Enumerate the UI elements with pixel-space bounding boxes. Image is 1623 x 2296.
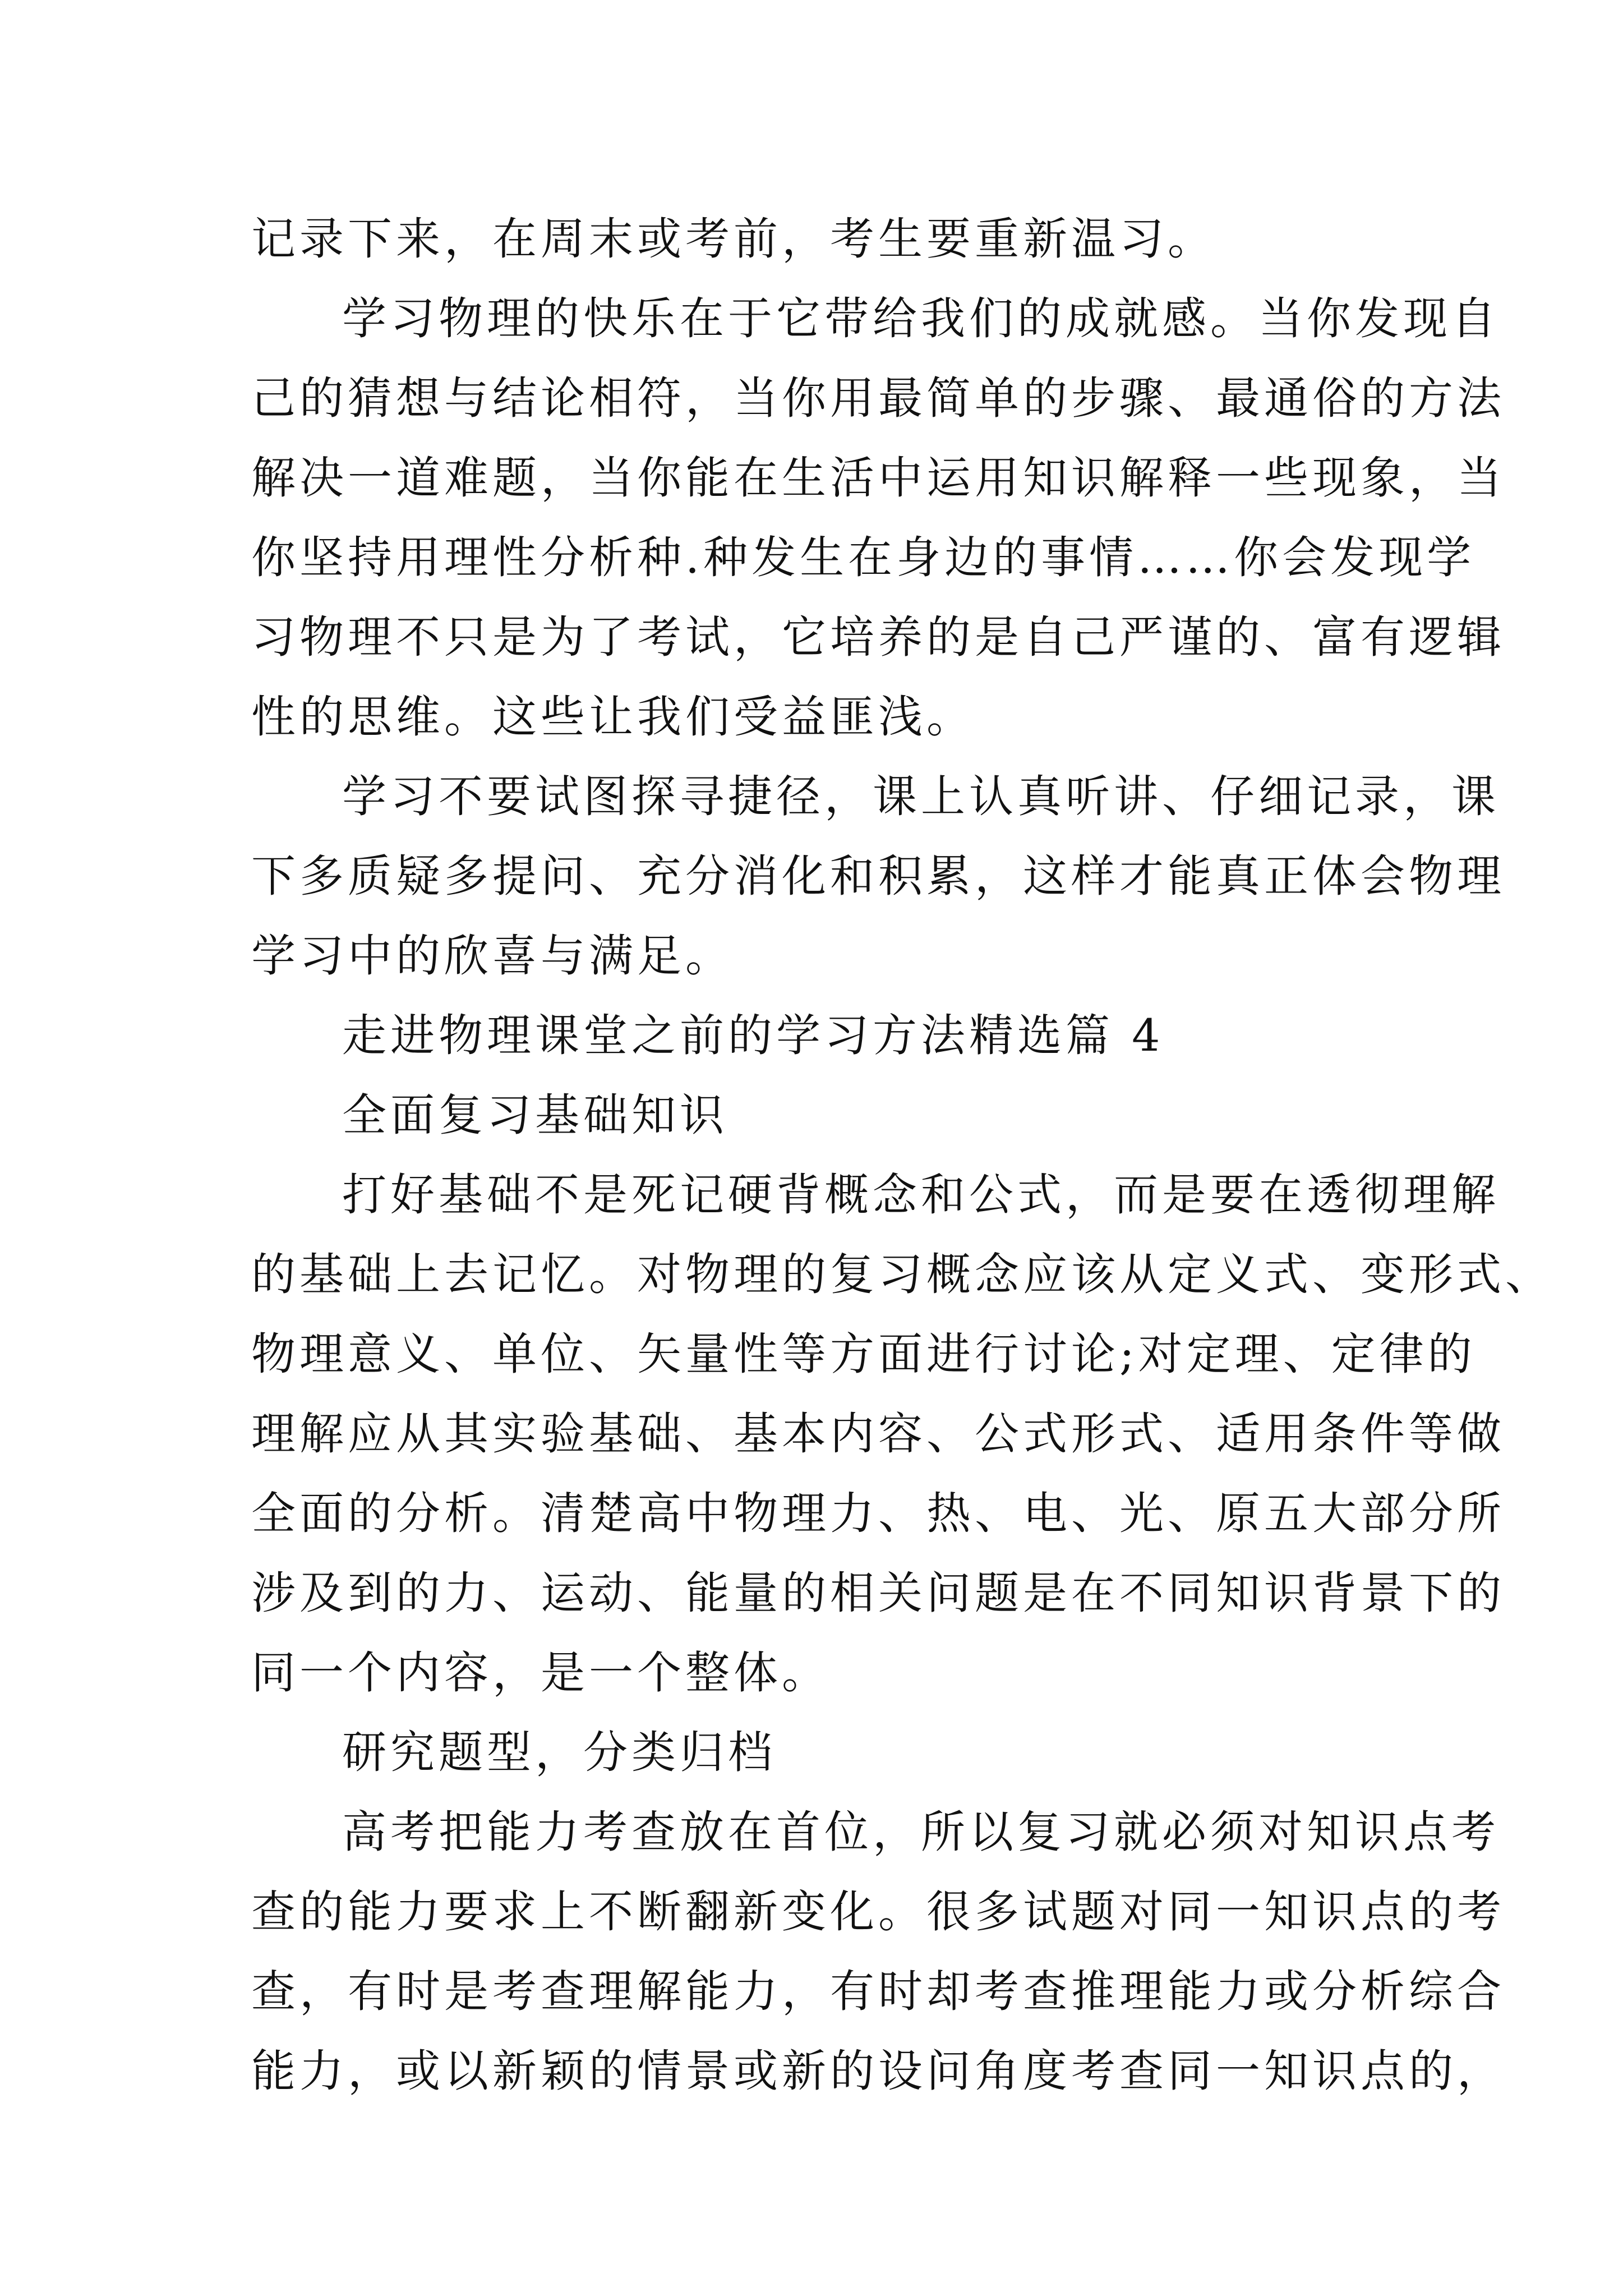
text-line: 习物理不只是为了考试，它培养的是自己严谨的、富有逻辑 xyxy=(251,611,1505,663)
text-line: 全面的分析。清楚高中物理力、热、电、光、原五大部分所 xyxy=(251,1488,1505,1539)
text-line: 下多质疑多提问、充分消化和积累，这样才能真正体会物理 xyxy=(251,850,1505,902)
text-line: 能力，或以新颖的情景或新的设问角度考查同一知识点的， xyxy=(251,2045,1505,2097)
text-line: 记录下来，在周末或考前，考生要重新温习。 xyxy=(251,213,1216,265)
subheading: 全面复习基础知识 xyxy=(342,1089,728,1141)
paragraph-start-line: 高考把能力考查放在首位，所以复习就必须对知识点考 xyxy=(342,1806,1500,1858)
paragraph-start-line: 打好基础不是死记硬背概念和公式，而是要在透彻理解 xyxy=(342,1169,1500,1221)
paragraph-start-line: 学习物理的快乐在于它带给我们的成就感。当你发现自 xyxy=(342,293,1500,344)
text-line: 同一个内容，是一个整体。 xyxy=(251,1647,830,1699)
text-line: 查，有时是考查理解能力，有时却考查推理能力或分析综合 xyxy=(251,1966,1505,2017)
body-text xyxy=(251,199,1553,2111)
section-heading: 走进物理课堂之前的学习方法精选篇 4 xyxy=(342,1010,1164,1061)
subheading: 研究题型，分类归档 xyxy=(342,1727,776,1778)
text-line: 己的猜想与结论相符，当你用最简单的步骤、最通俗的方法 xyxy=(251,372,1505,424)
text-line: 学习中的欣喜与满足。 xyxy=(251,930,734,982)
text-line: 涉及到的力、运动、能量的相关问题是在不同知识背景下的 xyxy=(251,1567,1505,1619)
text-line: 性的思维。这些让我们受益匪浅。 xyxy=(251,691,975,743)
text-line: 物理意义、单位、矢量性等方面进行讨论;对定理、定律的 xyxy=(251,1328,1476,1380)
text-line: 理解应从其实验基础、基本内容、公式形式、适用条件等做 xyxy=(251,1408,1505,1460)
paragraph-start-line: 学习不要试图探寻捷径，课上认真听讲、仔细记录，课 xyxy=(342,771,1500,822)
text-line: 的基础上去记忆。对物理的复习概念应该从定义式、变形式、 xyxy=(251,1249,1553,1300)
text-line: 查的能力要求上不断翻新变化。很多试题对同一知识点的考 xyxy=(251,1886,1505,1938)
text-line: 你坚持用理性分析种.种发生在身边的事情……你会发现学 xyxy=(251,532,1476,583)
text-line: 解决一道难题，当你能在生活中运用知识解释一些现象，当 xyxy=(251,452,1505,504)
